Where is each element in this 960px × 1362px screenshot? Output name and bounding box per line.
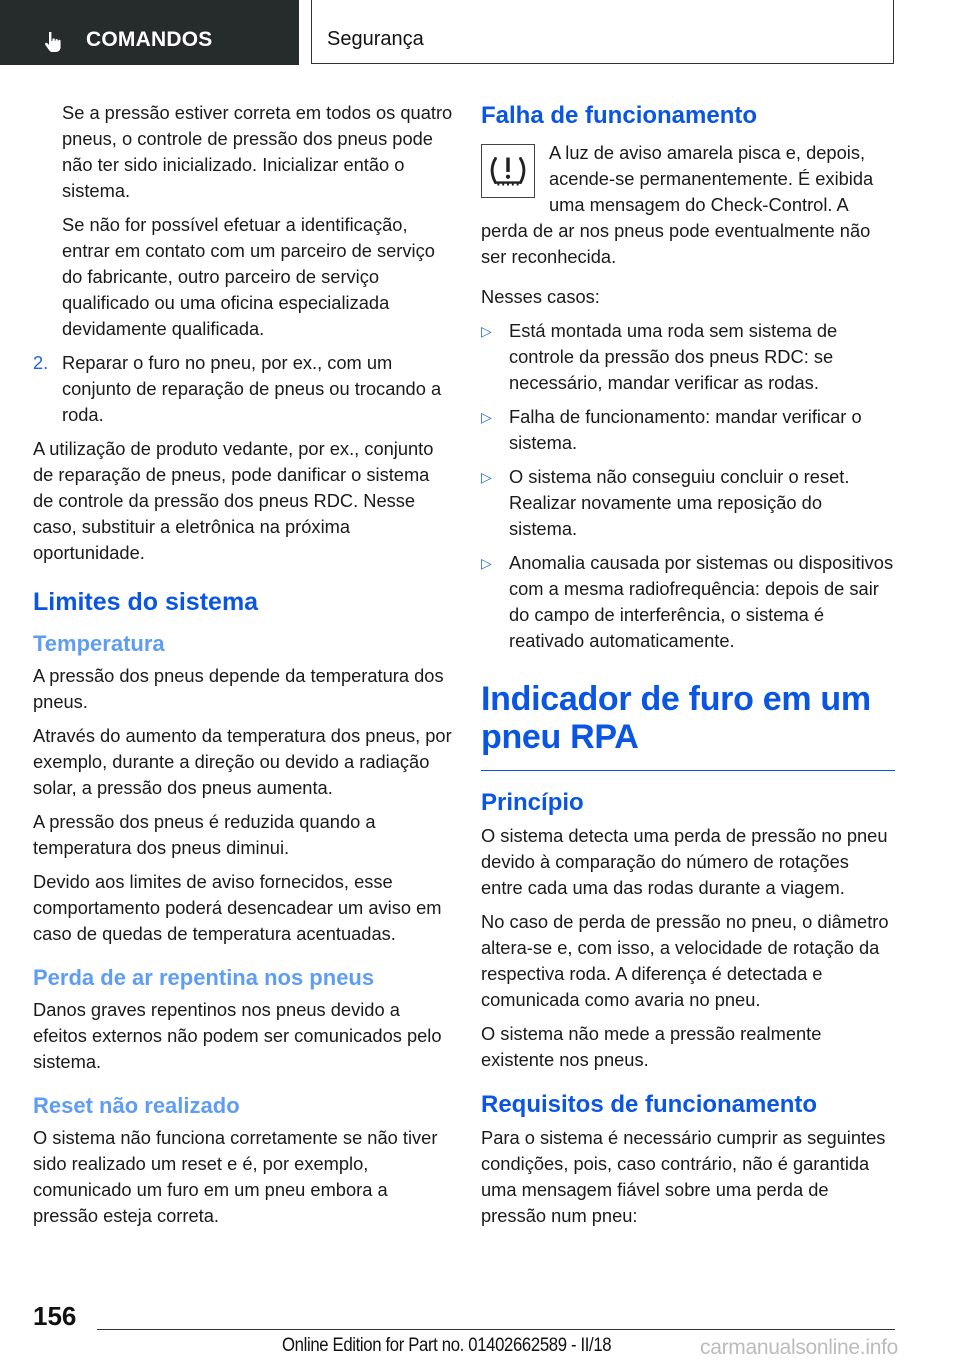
list-item: ▷ Está montada uma roda sem sistema de controle da pressão dos pneus RDC: se necessário, mandar verificar as rodas. <box>481 318 895 396</box>
edition-text: Online Edition for Part no. 01402662589 - II/18 <box>282 1335 612 1356</box>
heading-rule <box>481 770 895 771</box>
paragraph: Através do aumento da temperatura dos pneus, por exemplo, durante a direção ou devido a radiação solar, a pressão dos pneus aumenta. <box>33 725 452 798</box>
list-item: ▷ Falha de funcionamento: mandar verificar o sistema. <box>481 404 895 456</box>
step-text: Reparar o furo no pneu, por ex., com um conjunto de reparação de pneus ou trocando a roda. <box>62 352 442 425</box>
paragraph: Nesses casos: <box>481 286 600 307</box>
section-label: COMANDOS <box>86 28 213 51</box>
list-item: ▷ O sistema não conseguiu concluir o reset. Realizar novamente uma reposição do sistema. <box>481 464 895 542</box>
paragraph: Se a pressão estiver correta em todos os quatro pneus, o controle de pressão dos pneus pode não ter sido inicializado. Inicializar então o sistema. <box>62 102 453 201</box>
triangle-bullet-icon: ▷ <box>481 323 492 339</box>
chapter-heading: Indicador de furo em um pneu RPA <box>481 680 871 756</box>
paragraph: A pressão dos pneus é reduzida quando a temperatura dos pneus diminui. <box>33 811 376 858</box>
subsection-heading: Falha de funcionamento <box>481 102 758 129</box>
footer-rule <box>97 1329 895 1330</box>
list-item: ▷ Anomalia causada por sistemas ou dispositivos com a mesma radiofrequência: depois de sair do campo de interferência, o sistema é reativado automaticamente. <box>481 550 895 654</box>
paragraph: A utilização de produto vedante, por ex., conjunto de reparação de pneus, pode danificar o sistema de controle da pressão dos pneus RDC. Nesse caso, substituir a eletrônica na próxima oportunidade. <box>33 438 434 563</box>
watermark: carmanualsonline.info <box>700 1336 898 1359</box>
subsection-heading: Princípio <box>481 789 584 816</box>
paragraph: Danos graves repentinos nos pneus devido a efeitos externos não podem ser comunicados pelo sistema. <box>33 999 442 1072</box>
chapter-label: Segurança <box>327 28 424 50</box>
chapter-tab <box>311 0 894 64</box>
paragraph: A pressão dos pneus depende da temperatura dos pneus. <box>33 665 444 712</box>
left-column <box>33 100 453 1237</box>
paragraph: A luz de aviso amarela pisca e, depois, acende-se permanentemente. É exibida uma mensagem do Check-Control. A perda de ar nos pneus pode eventualmente não ser reconhecida. <box>481 142 874 267</box>
paragraph: Devido aos limites de aviso fornecidos, esse comportamento poderá desencadear um aviso em caso de quedas de temperatura acentuadas. <box>33 871 442 944</box>
hand-pointer-icon <box>40 30 64 54</box>
paragraph: Se não for possível efetuar a identificação, entrar em contato com um parceiro de serviço do fabricante, outro parceiro de serviço qualificado ou uma oficina especializada devidamente qualificada. <box>62 214 435 339</box>
step-number: 2. <box>33 352 49 373</box>
right-column <box>481 100 895 1237</box>
subsection-heading: Requisitos de funcionamento <box>481 1091 818 1118</box>
paragraph: O sistema não mede a pressão realmente existente nos pneus. <box>481 1023 822 1070</box>
section-heading: Limites do sistema <box>33 588 259 616</box>
subsection-heading: Perda de ar repentina nos pneus <box>33 965 375 990</box>
paragraph: O sistema não funciona corretamente se não tiver sido realizado um reset e é, por exemplo, comunicado um furo em um pneu embora a pressão esteja correta. <box>33 1127 438 1226</box>
triangle-bullet-icon: ▷ <box>481 469 492 485</box>
section-tab <box>0 0 299 65</box>
paragraph: O sistema detecta uma perda de pressão no pneu devido à comparação do número de rotações entre cada uma das rodas durante a viagem. <box>481 825 888 898</box>
subsection-heading: Temperatura <box>33 631 165 656</box>
paragraph: Para o sistema é necessário cumprir as seguintes condições, pois, caso contrário, não é garantida uma mensagem fiável sobre uma perda de pressão num pneu: <box>481 1127 886 1226</box>
numbered-step <box>33 350 453 428</box>
paragraph: No caso de perda de pressão no pneu, o diâmetro altera-se e, com isso, a velocidade de rotação da respectiva roda. A diferença é detectada e comunicada como avaria no pneu. <box>481 911 889 1010</box>
warning-block <box>481 140 895 270</box>
page-number: 156 <box>33 1301 77 1331</box>
subsection-heading: Reset não realizado <box>33 1093 240 1118</box>
tire-pressure-warning-icon <box>481 144 535 198</box>
triangle-bullet-icon: ▷ <box>481 555 492 571</box>
triangle-bullet-icon: ▷ <box>481 409 492 425</box>
